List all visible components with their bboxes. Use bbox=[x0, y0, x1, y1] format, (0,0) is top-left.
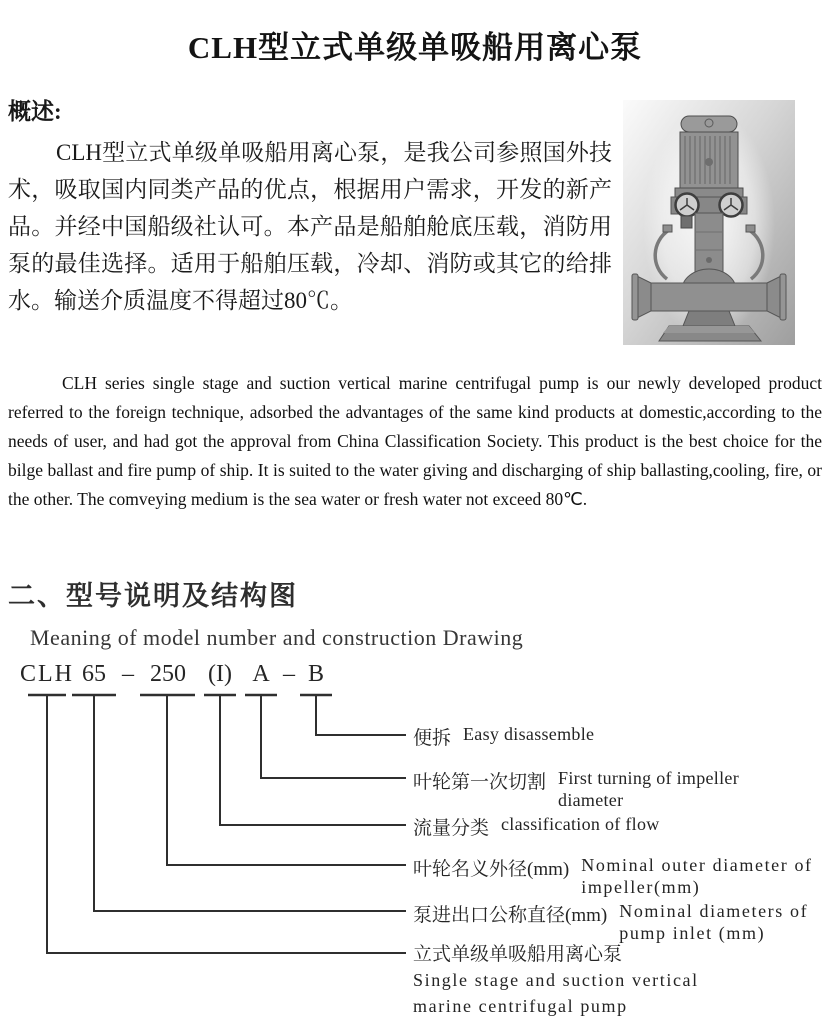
model-number-diagram bbox=[8, 661, 822, 1028]
model-token-impeller: 250 bbox=[150, 661, 186, 687]
model-token-flow-class: (I) bbox=[208, 661, 232, 687]
model-label-pump-type bbox=[413, 943, 699, 1019]
model-token-variant: B bbox=[307, 661, 325, 687]
label-zh: 叶轮名义外径(mm) bbox=[413, 859, 570, 880]
model-label-inlet-diameter bbox=[413, 900, 808, 944]
label-en-line1: Single stage and suction vertical bbox=[413, 970, 699, 990]
label-en-line1: First turning of impeller bbox=[558, 768, 739, 788]
section2-heading-chinese: 二、型号说明及结构图 bbox=[8, 581, 298, 611]
label-en-line1: Nominal diameters of bbox=[619, 901, 809, 921]
overview-paragraph-english: CLH series single stage and suction vertical marine centrifugal pump is our newly developed product referred to the foreign technique, adsorbed the advantages of the same kind products at domestic,according to the needs of user, and had got the approval from China Classification Society. This product is the best choice for the bilge ballast and fire pump of ship. It is suited to the water giving and discharging of ship ballasting,cooling, fire, or the other. The comveying medium is the sea water or fresh water not exceed 80℃. bbox=[8, 373, 822, 509]
model-token-cut: A bbox=[252, 661, 270, 687]
product-photo bbox=[623, 100, 795, 345]
label-en-line2: diameter bbox=[558, 790, 624, 810]
connector-lines bbox=[47, 696, 406, 953]
pump-photo-illustration bbox=[623, 100, 795, 345]
label-en bbox=[558, 767, 739, 811]
model-label-easy-disassemble bbox=[413, 723, 594, 750]
overview-paragraph-chinese: CLH型立式单级单吸船用离心泵，是我公司参照国外技术，吸取国内同类产品的优点，根据用户需求，开发的新产品。并经中国船级社认可。本产品是船舶舱底压载，消防用泵的最佳选择。适用于船舶压载，冷却、消防或其它的给排水。输送介质温度不得超过80℃。 bbox=[8, 140, 612, 313]
model-token-series: CLH bbox=[20, 661, 74, 687]
model-label-first-turning bbox=[413, 767, 739, 811]
label-zh: 便拆 bbox=[413, 728, 452, 749]
label-en-line2: pump inlet (mm) bbox=[619, 923, 766, 943]
label-en bbox=[619, 900, 808, 944]
label-zh: 立式单级单吸船用离心泵 bbox=[413, 944, 623, 965]
label-en: Easy disassemble bbox=[463, 724, 595, 744]
label-en-line2: marine centrifugal pump bbox=[413, 996, 628, 1016]
model-label-impeller-diameter bbox=[413, 854, 813, 898]
label-zh: 叶轮第一次切割 bbox=[413, 772, 547, 793]
pump-motor bbox=[675, 116, 743, 197]
model-token-dash2: – bbox=[283, 661, 295, 687]
label-zh: 流量分类 bbox=[413, 818, 490, 839]
label-en bbox=[581, 854, 812, 898]
label-en-line2: impeller(mm) bbox=[581, 877, 701, 897]
section2-heading-english: Meaning of model number and construction Drawing bbox=[30, 625, 524, 650]
model-token-inlet: 65 bbox=[82, 661, 106, 687]
label-zh: 泵进出口公称直径(mm) bbox=[413, 905, 608, 926]
overview-heading: 概述: bbox=[8, 99, 62, 124]
model-token-dash1: – bbox=[122, 661, 134, 687]
model-label-flow-classification bbox=[413, 813, 660, 840]
label-en: classification of flow bbox=[501, 814, 660, 834]
label-en-line1: Nominal outer diameter of bbox=[581, 855, 813, 875]
page-title: CLH型立式单级单吸船用离心泵 bbox=[187, 30, 643, 65]
